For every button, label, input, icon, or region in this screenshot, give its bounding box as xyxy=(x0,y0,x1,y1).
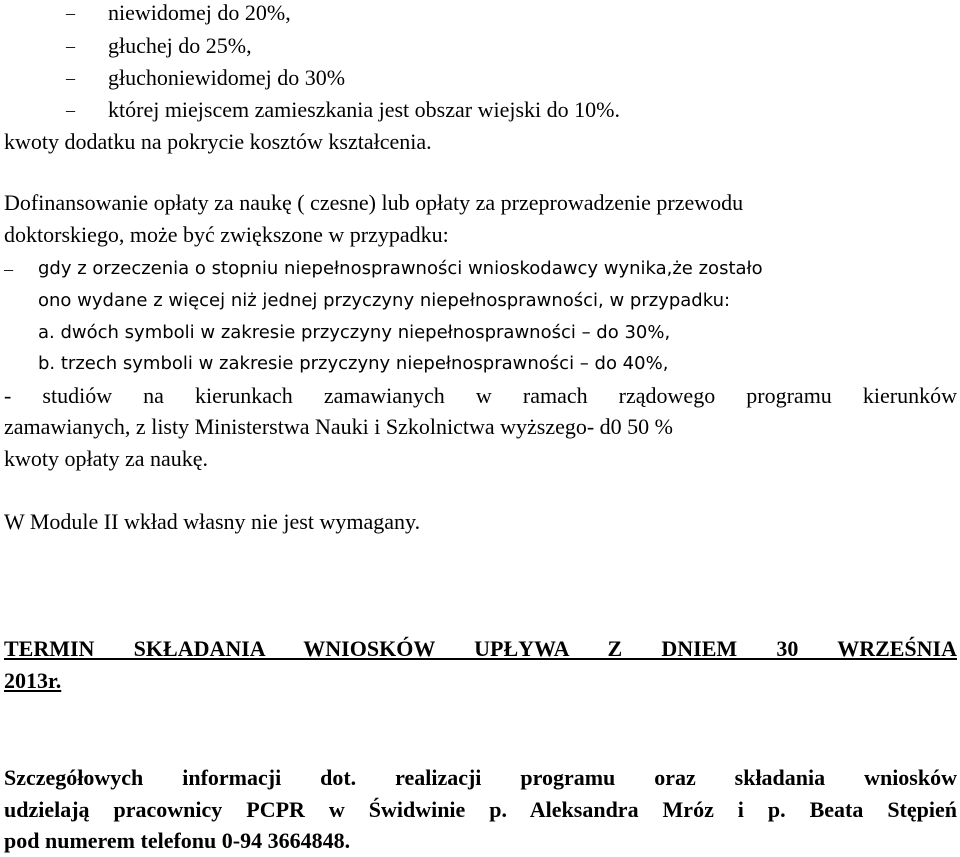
case-ordered-studies-line: - studiów na kierunkach zamawianych w ramach rządowego programu kierunków xyxy=(4,383,957,408)
list-dash: – xyxy=(4,259,13,279)
cofinancing-intro-line: doktorskiego, może być zwiększone w przypadku: xyxy=(4,222,449,247)
list-item: głuchej do 25%, xyxy=(108,33,252,58)
list-dash: – xyxy=(66,36,75,56)
sub-item-a: a. dwóch symboli w zakresie przyczyny niepełnosprawności – do 30%, xyxy=(38,322,671,343)
contact-info-line: udzielają pracownicy PCPR w Świdwinie p. Aleksandra Mróz i p. Beata Stępień xyxy=(4,797,957,822)
list-item: głuchoniewidomej do 30% xyxy=(108,65,346,90)
cofinancing-intro-line: Dofinansowanie opłaty za naukę ( czesne) lub opłaty za przeprowadzenie przewodu xyxy=(4,190,744,215)
sub-item-b: b. trzech symboli w zakresie przyczyny niepełnosprawności – do 40%, xyxy=(38,353,669,374)
case-ordered-studies-line: kwoty opłaty za naukę. xyxy=(4,446,209,471)
list-item: której miejscem zamieszkania jest obszar wiejski do 10%. xyxy=(108,97,620,122)
module-note: W Module II wkład własny nie jest wymagany. xyxy=(4,509,421,534)
case-disability-line: gdy z orzeczenia o stopniu niepełnosprawności wnioskodawcy wynika,że zostało xyxy=(38,258,763,279)
case-disability-line: ono wydane z więcej niż jednej przyczyny niepełnosprawności, w przypadku: xyxy=(38,290,731,311)
deadline-heading: 2013r. xyxy=(4,668,62,693)
contact-info-line: pod numerem telefonu 0-94 3664848. xyxy=(4,828,351,853)
list-dash: – xyxy=(66,68,75,88)
list-item: niewidomej do 20%, xyxy=(108,0,291,25)
list-dash: – xyxy=(66,100,75,120)
contact-info-line: Szczegółowych informacji dot. realizacji programu oraz składania wniosków xyxy=(4,765,957,790)
deadline-heading: TERMIN SKŁADANIA WNIOSKÓW UPŁYWA Z DNIEM 30 WRZEŚNIA xyxy=(4,636,957,661)
list-dash: – xyxy=(66,3,75,23)
case-ordered-studies-line: zamawianych, z listy Ministerstwa Nauki i Szkolnictwa wyższego- d0 50 % xyxy=(4,414,674,439)
list-tail-text: kwoty dodatku na pokrycie kosztów kształcenia. xyxy=(4,129,432,154)
